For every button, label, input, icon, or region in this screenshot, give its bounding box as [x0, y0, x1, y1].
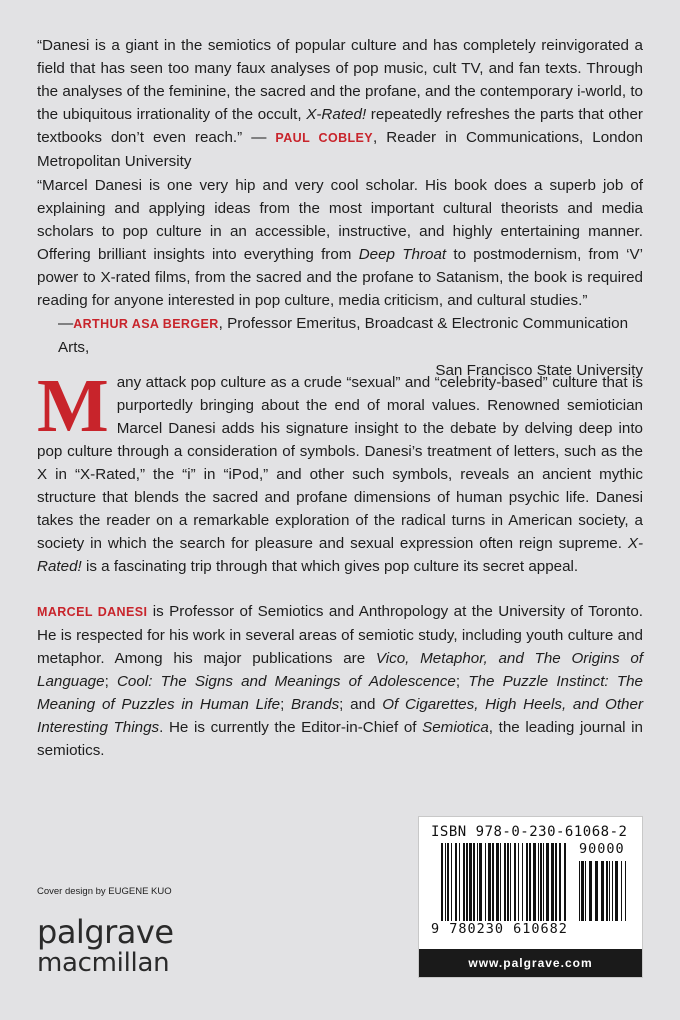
- barcode-bar: [463, 843, 465, 921]
- author-name: MARCEL DANESI: [37, 605, 148, 619]
- barcode-bar: [469, 843, 472, 921]
- barcode-bar: [518, 843, 519, 921]
- barcode-bar: [559, 843, 561, 921]
- barcode-bar: [485, 843, 486, 921]
- barcode-bar: [496, 843, 499, 921]
- barcode-bar: [526, 843, 528, 921]
- barcode-bar: [447, 843, 449, 921]
- barcode-bar: [488, 843, 491, 921]
- quote-author: ARTHUR ASA BERGER: [73, 317, 219, 331]
- barcode-bar: [445, 843, 446, 921]
- barcode-bar: [500, 843, 501, 921]
- film-title: Deep Throat: [358, 246, 447, 263]
- addon-bar: [589, 861, 592, 921]
- author-bio: MARCEL DANESI is Professor of Semiotics and Anthropology at the University of Toronto. He is respected for his work in several areas of semiotic study, including youth culture and metaphor. Among his major publications are Vico, Metaphor, and The Origins of Language; Cool: The Signs and Meanings of Adolescence; The Puzzle Instinct: The Meaning of Puzzles in Human Life; Brands; and Of Cigarettes, High Heels, and Other Interesting Things. He is currently the Editor-in-Chief of Semiotica, the leading journal in semiotics.: [37, 603, 643, 759]
- barcode-bar: [504, 843, 506, 921]
- barcode-bar: [492, 843, 494, 921]
- barcode-icon: [439, 843, 629, 921]
- addon-bar: [621, 861, 622, 921]
- addon-bar: [609, 861, 610, 921]
- addon-bar: [625, 861, 626, 921]
- publisher-logo: [37, 915, 174, 977]
- ean-digits: 9 780230 610682: [431, 921, 568, 937]
- barcode-panel: [418, 816, 643, 978]
- isbn-number: ISBN 978-0-230-61068-2: [431, 824, 628, 840]
- barcode-bar: [555, 843, 557, 921]
- barcode-bar: [540, 843, 542, 921]
- barcode-bar: [479, 843, 482, 921]
- barcode-bar: [477, 843, 478, 921]
- addon-bar: [579, 861, 580, 921]
- addon-bar: [615, 861, 618, 921]
- cover-design-credit: Cover design by EUGENE KUO: [37, 886, 172, 897]
- publisher-url: www.palgrave.com: [419, 949, 642, 977]
- barcode-bar: [546, 843, 549, 921]
- book-description: Many attack pop culture as a crude “sexual” and “celebrity-based” culture that is purportedly bringing about the end of moral values. Renowned semiotician Marcel Danesi adds his signature insight to the debate by delving deep into pop culture through a consideration of symbols. Danesi’s treatment of letters, such as the X in “X-Rated,” the “i” in “iPod,” and other such symbols, reveals an ancient mythic structure that blends the sacred and profane dimensions of human psychic life. Danesi takes the reader on a remarkable exploration of the radical turns in American society, a society in which the search for pleasure and sexual expression often reign supreme. X-Rated! is a fascinating trip through that which gives pop culture its secret appeal.: [37, 364, 643, 575]
- drop-cap: M: [37, 364, 109, 448]
- book-title: X-Rated!: [306, 106, 367, 123]
- barcode-bar: [473, 843, 475, 921]
- addon-bar: [595, 861, 598, 921]
- quote-berger: “Marcel Danesi is one very hip and very cool scholar. His book does a superb job of explaining and applying ideas from the most important cultural theorists and media scholars to pop culture in an accessible, instructive, and highly entertaining manner. Offering brilliant insights into everything from Deep Throat to postmodernism, from ‘V’ power to X-rated films, from the sacred and the profane to Satanism, the book is required reading for anyone interested in pop culture, media criticism, and cultural studies.” —ARTHUR ASA BERGER, Professor Emeritus, Broadcast & Electronic Communication Arts, San Francisco State University: [37, 174, 643, 382]
- book-title: X-Rated!: [37, 535, 643, 575]
- addon-bar: [601, 861, 604, 921]
- barcode-bar: [455, 843, 457, 921]
- quote-author: PAUL COBLEY: [275, 131, 374, 145]
- barcode-bar: [459, 843, 460, 921]
- barcode-bar: [451, 843, 452, 921]
- barcode-bar: [441, 843, 443, 921]
- barcode-bar: [551, 843, 554, 921]
- barcode-bar: [514, 843, 516, 921]
- logo-line2: macmillan: [37, 948, 170, 978]
- quote-affiliation: San Francisco State University: [435, 362, 643, 379]
- quote-cobley: “Danesi is a giant in the semiotics of popular culture and has completely reinvigorated a field that has seen too many faux analyses of pop music, cult TV, and fan texts. Through the analyses of the feminine, the sacred and the profane, and the contemporary i-world, to the ubiquitous irrationality of the occult, X-Rated! repeatedly refreshes the parts that other textbooks don’t even reach.” — PAUL COBLEY, Reader in Communications, London Metropolitan University: [37, 37, 643, 170]
- barcode-bar: [538, 843, 539, 921]
- barcode-bar: [522, 843, 523, 921]
- addon-bar: [612, 861, 613, 921]
- addon-bar: [585, 861, 586, 921]
- barcode-bar: [466, 843, 468, 921]
- barcode-bar: [510, 843, 511, 921]
- barcode-bar: [507, 843, 509, 921]
- price-addon: 90000: [579, 841, 625, 857]
- addon-bar: [581, 861, 584, 921]
- addon-bar: [606, 861, 608, 921]
- quote-attribution: —ARTHUR ASA BERGER, Professor Emeritus, Broadcast & Electronic Communication Arts,: [58, 315, 629, 356]
- barcode-bar: [529, 843, 531, 921]
- barcode-bar: [543, 843, 544, 921]
- barcode-bar: [564, 843, 566, 921]
- logo-line1: palgrave: [37, 913, 174, 951]
- barcode-bar: [533, 843, 536, 921]
